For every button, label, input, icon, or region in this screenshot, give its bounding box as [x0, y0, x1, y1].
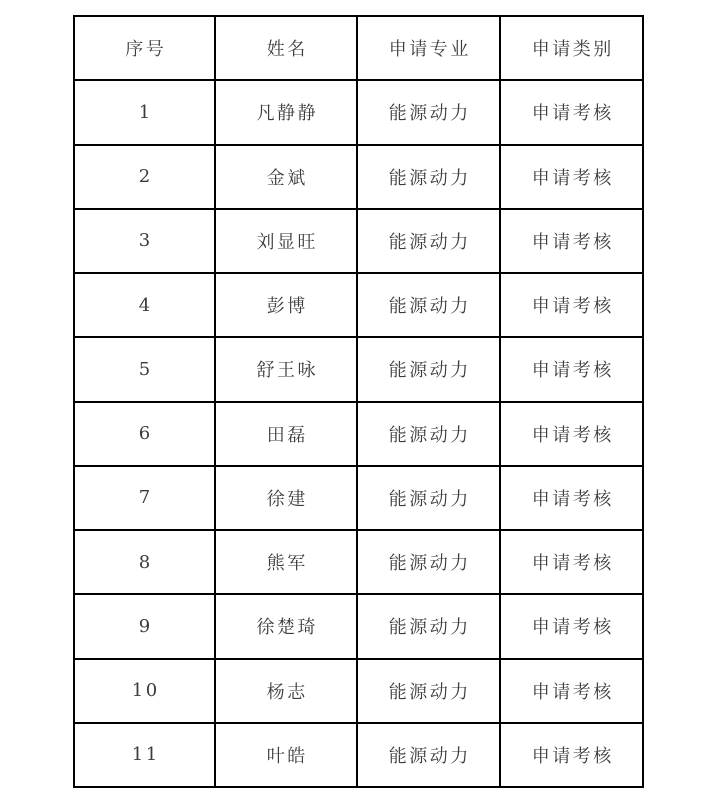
table-row [74, 594, 643, 658]
header-cell-major: 申请专业 [357, 16, 500, 80]
table-cell-no: 10 [74, 659, 215, 723]
table-cell-category: 申请考核 [500, 145, 643, 209]
table-cell-no: 9 [74, 594, 215, 658]
table-cell-name: 刘显旺 [215, 209, 357, 273]
table-cell-major: 能源动力 [357, 402, 500, 466]
table-cell-name: 舒王咏 [215, 337, 357, 401]
table-cell-major: 能源动力 [357, 209, 500, 273]
table-row [74, 209, 643, 273]
table-cell-major: 能源动力 [357, 530, 500, 594]
table-row [74, 273, 643, 337]
table-cell-no: 5 [74, 337, 215, 401]
table-cell-category: 申请考核 [500, 659, 643, 723]
table-cell-category: 申请考核 [500, 723, 643, 787]
table-cell-category: 申请考核 [500, 402, 643, 466]
table-cell-major: 能源动力 [357, 466, 500, 530]
header-row [74, 16, 643, 80]
table-cell-no: 1 [74, 80, 215, 144]
table-cell-major: 能源动力 [357, 145, 500, 209]
table-row [74, 466, 643, 530]
header-cell-no: 序号 [74, 16, 215, 80]
table-row [74, 659, 643, 723]
table-cell-no: 7 [74, 466, 215, 530]
table-cell-no: 2 [74, 145, 215, 209]
table-cell-name: 熊军 [215, 530, 357, 594]
header-cell-name: 姓名 [215, 16, 357, 80]
table-cell-major: 能源动力 [357, 594, 500, 658]
table-cell-name: 徐楚琦 [215, 594, 357, 658]
table-cell-name: 杨志 [215, 659, 357, 723]
table-row [74, 145, 643, 209]
table-cell-major: 能源动力 [357, 659, 500, 723]
table-cell-name: 金斌 [215, 145, 357, 209]
applicant-table [73, 15, 644, 788]
table-cell-category: 申请考核 [500, 273, 643, 337]
table-cell-category: 申请考核 [500, 530, 643, 594]
table-cell-no: 6 [74, 402, 215, 466]
table-cell-name: 叶皓 [215, 723, 357, 787]
table-cell-no: 4 [74, 273, 215, 337]
table-cell-major: 能源动力 [357, 80, 500, 144]
table-cell-no: 8 [74, 530, 215, 594]
table-row [74, 723, 643, 787]
table-cell-no: 3 [74, 209, 215, 273]
table-cell-name: 徐建 [215, 466, 357, 530]
table-cell-category: 申请考核 [500, 209, 643, 273]
table-row [74, 402, 643, 466]
table-cell-category: 申请考核 [500, 80, 643, 144]
table-body [74, 80, 643, 787]
table-cell-category: 申请考核 [500, 337, 643, 401]
table-row [74, 80, 643, 144]
table-row [74, 530, 643, 594]
table-cell-name: 凡静静 [215, 80, 357, 144]
table-cell-name: 彭博 [215, 273, 357, 337]
table-row [74, 337, 643, 401]
table-cell-name: 田磊 [215, 402, 357, 466]
table-cell-major: 能源动力 [357, 723, 500, 787]
header-cell-category: 申请类别 [500, 16, 643, 80]
table-cell-no: 11 [74, 723, 215, 787]
table-cell-major: 能源动力 [357, 273, 500, 337]
table-cell-category: 申请考核 [500, 466, 643, 530]
table-cell-category: 申请考核 [500, 594, 643, 658]
table-cell-major: 能源动力 [357, 337, 500, 401]
